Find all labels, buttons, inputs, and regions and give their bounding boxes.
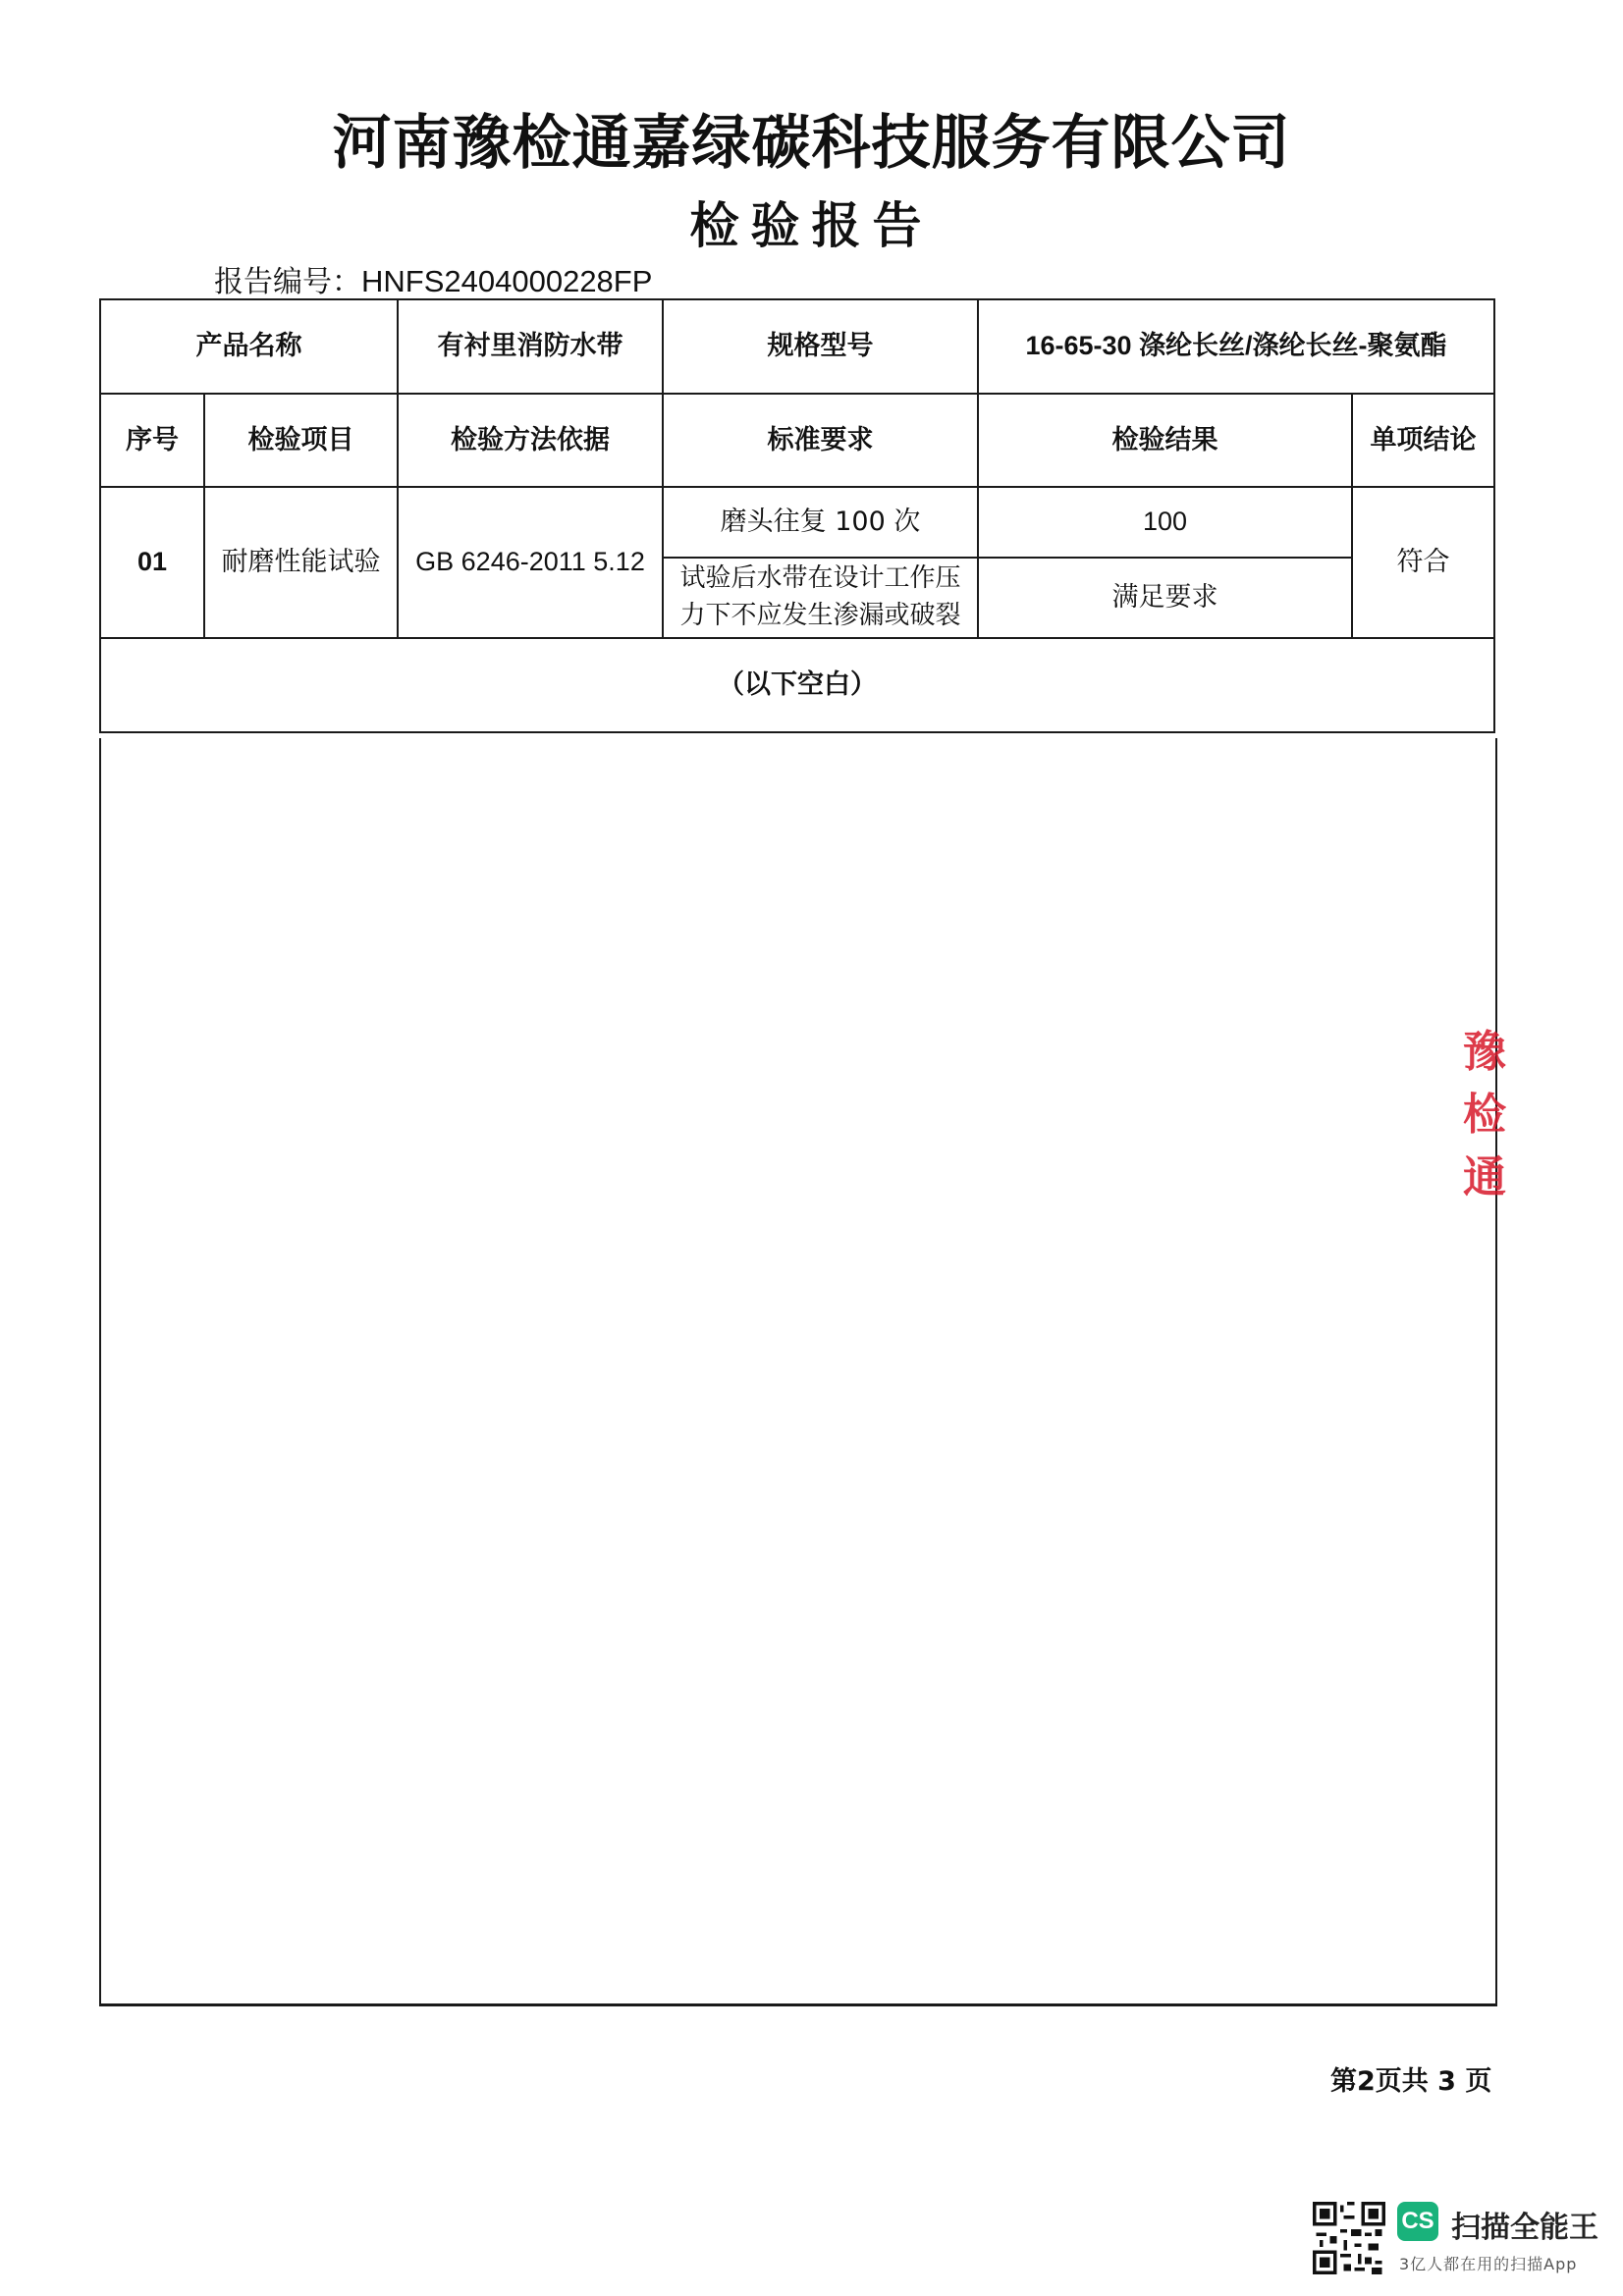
item-index: 01 <box>100 487 204 638</box>
app-name: 扫描全能王 <box>1451 2211 1598 2245</box>
app-logo: CS <box>1397 2202 1438 2241</box>
result-cell: 100 <box>978 487 1352 558</box>
col-header-conclusion: 单项结论 <box>1352 394 1494 487</box>
seal-stamp <box>1455 1021 1514 1315</box>
result-cell: 满足要求 <box>978 558 1352 638</box>
requirement-cell: 磨头往复 100 次 <box>663 487 978 558</box>
blank-note-row <box>100 638 1494 732</box>
document-title: 检验报告 <box>689 197 934 254</box>
qr-code-icon <box>1313 2202 1385 2274</box>
item-name: 耐磨性能试验 <box>204 487 398 638</box>
page-number: 第2页共 3 页 <box>1330 2066 1492 2097</box>
item-conclusion: 符合 <box>1352 487 1494 638</box>
col-header-method: 检验方法依据 <box>398 394 663 487</box>
col-header-result: 检验结果 <box>978 394 1352 487</box>
stamp-char: 通 <box>1463 1151 1506 1202</box>
report-number <box>214 257 652 300</box>
table-row <box>100 487 1494 558</box>
product-info-row <box>100 299 1494 394</box>
product-name-value: 有衬里消防水带 <box>398 299 663 394</box>
col-header-index: 序号 <box>100 394 204 487</box>
company-name: 河南豫检通嘉绿碳科技服务有限公司 <box>332 109 1291 178</box>
requirement-cell: 试验后水带在设计工作压力下不应发生渗漏或破裂 <box>663 558 978 638</box>
col-header-item: 检验项目 <box>204 394 398 487</box>
stamp-char: 检 <box>1463 1089 1506 1140</box>
model-value: 16-65-30 涤纶长丝/涤纶长丝-聚氨酯 <box>978 299 1494 394</box>
table-header-row <box>100 394 1494 487</box>
model-label: 规格型号 <box>663 299 978 394</box>
col-header-requirement: 标准要求 <box>663 394 978 487</box>
report-number-value: HNFS2404000228FP <box>361 264 653 298</box>
blank-note: （以下空白） <box>100 638 1494 732</box>
product-name-label: 产品名称 <box>100 299 398 394</box>
app-slogan: 3亿人都在用的扫描App <box>1399 2255 1578 2273</box>
report-number-label: 报告编号： <box>214 265 361 299</box>
item-method: GB 6246-2011 5.12 <box>398 487 663 638</box>
stamp-char: 豫 <box>1463 1027 1506 1077</box>
blank-area <box>99 738 1497 2006</box>
inspection-table <box>99 298 1495 733</box>
